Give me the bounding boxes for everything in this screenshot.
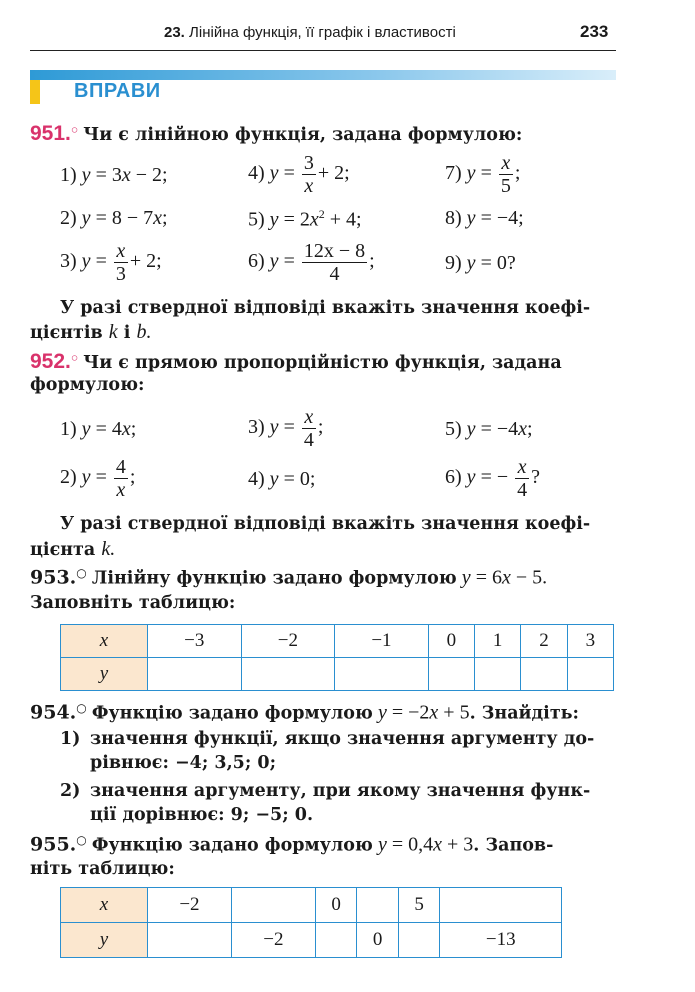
- exercise-954-text: Функцію задано формулою: [91, 703, 373, 724]
- exercise-953-text: Лінійну функцію задано формулою: [91, 568, 457, 589]
- exercise-955-text: Функцію задано формулою: [91, 835, 373, 856]
- ex952-option-2: 2) y = $\frac{4}{x}$ ;: [60, 456, 136, 501]
- ex955-formula: y = 0,4x + 3: [377, 833, 474, 856]
- ex951-option-4: 4) y = $\frac{3}{x}$ + 2;: [248, 152, 350, 197]
- ex952-option-5: 5) y = −4x;: [445, 418, 533, 440]
- table-cell: 1: [475, 625, 521, 658]
- ex954-item-1-line1: значення функції, якщо значення аргументу до-: [90, 729, 595, 749]
- exercise-954-number: 954.: [30, 701, 77, 724]
- page-number: 233: [580, 22, 609, 41]
- exercise-952-text: Чи є прямою пропорційністю функція, задана: [83, 353, 562, 373]
- table-cell: 0: [315, 888, 357, 923]
- ex951-option-1: 1) y = 3x − 2;: [60, 164, 168, 186]
- running-header: [164, 24, 456, 41]
- ex954-item-2-line2: ції дорівнює: 9; −5; 0.: [90, 805, 314, 825]
- ex954-formula: y = −2x + 5: [377, 701, 470, 724]
- table-cell: [315, 923, 357, 958]
- exercise-955-text-2: ніть таблицю:: [30, 859, 175, 879]
- ex953-formula: y = 6x − 5.: [461, 566, 548, 589]
- table-cell-y-label: y: [61, 658, 148, 691]
- table-cell: 0: [357, 923, 399, 958]
- ex954-item-1-number: 1): [60, 729, 81, 749]
- table-cell: −3: [148, 625, 242, 658]
- ex951-option-2: 2) y = 8 − 7x;: [60, 207, 168, 229]
- table-cell: [231, 888, 315, 923]
- ex952-note-line2: цієнта k.: [30, 538, 116, 560]
- ex952-option-3: 3) y = $\frac{x}{4}$ ;: [248, 406, 324, 451]
- table-cell: 2: [521, 625, 567, 658]
- ex952-note-line1: У разі ствердної відповіді вкажіть значення коефі-: [60, 514, 591, 534]
- chapter-number: 23.: [164, 24, 185, 41]
- ex955-table: [60, 887, 562, 958]
- exercise-952-heading: 952.○ Чи є прямою пропорційністю функція, задана: [30, 350, 562, 373]
- section-title: ВПРАВИ: [74, 80, 161, 102]
- ex951-option-5: 5) $y = 2x^2 + 4$;: [248, 207, 362, 231]
- table-cell: [440, 888, 562, 923]
- table-cell: [241, 658, 335, 691]
- ex954-item-2-number: 2): [60, 781, 81, 801]
- table-cell: [148, 923, 232, 958]
- ex951-option-9: 9) y = 0?: [445, 252, 516, 274]
- exercise-951-text: Чи є лінійною функція, задана формулою:: [83, 125, 523, 145]
- ex954-item-1-line2: рівнює: −4; 3,5; 0;: [90, 753, 277, 773]
- exercise-954-heading: 954.○ Функцію задано формулою y = −2x + 5. Знайдіть:: [30, 701, 580, 724]
- exercise-951-heading: 951.○ Чи є лінійною функція, задана формулою:: [30, 122, 523, 145]
- section-band: [30, 70, 616, 80]
- exercise-951-number: 951.: [30, 122, 71, 145]
- table-row: [61, 923, 562, 958]
- exercise-953-text-2: Заповніть таблицю:: [30, 593, 236, 613]
- ex951-note-line2: цієнтів k і b.: [30, 321, 152, 343]
- table-cell: [398, 923, 440, 958]
- table-cell: −2: [241, 625, 335, 658]
- table-cell: [428, 658, 474, 691]
- table-row: [61, 888, 562, 923]
- table-cell: 3: [567, 625, 613, 658]
- exercise-952-text-2: формулою:: [30, 375, 145, 395]
- table-cell: −13: [440, 923, 562, 958]
- ex951-option-6: 6) y = $\frac{12x - 8}{4}$ ;: [248, 240, 375, 285]
- ex951-option-7: 7) y = $\frac{x}{5}$ ;: [445, 152, 521, 197]
- table-cell: [357, 888, 399, 923]
- ex952-option-4: 4) y = 0;: [248, 468, 316, 490]
- table-cell: [335, 658, 429, 691]
- exercise-953-number: 953.: [30, 566, 77, 589]
- exercise-953-heading: 953.○ Лінійну функцію задано формулою y = 6x − 5.: [30, 566, 548, 589]
- header-rule: [30, 50, 616, 51]
- exercise-952-number: 952.: [30, 350, 71, 373]
- table-cell: [148, 658, 242, 691]
- table-cell: −2: [231, 923, 315, 958]
- table-cell: [521, 658, 567, 691]
- exercise-955-heading: 955.○ Функцію задано формулою y = 0,4x + 3. Запов-: [30, 833, 554, 856]
- table-cell: −2: [148, 888, 232, 923]
- ex953-table: [60, 624, 614, 691]
- table-row: [61, 658, 614, 691]
- ex951-option-3: 3) y = $\frac{x}{3}$ + 2;: [60, 240, 162, 285]
- table-cell: 5: [398, 888, 440, 923]
- ex951-option-8: 8) y = −4;: [445, 207, 524, 229]
- table-cell: [475, 658, 521, 691]
- ex952-option-1: 1) y = 4x;: [60, 418, 137, 440]
- table-cell-x-label: x: [61, 888, 148, 923]
- table-cell: −1: [335, 625, 429, 658]
- table-cell-x-label: x: [61, 625, 148, 658]
- table-cell-y-label: y: [61, 923, 148, 958]
- ex954-item-2-line1: значення аргументу, при якому значення функ-: [90, 781, 591, 801]
- table-cell: [567, 658, 613, 691]
- exercise-955-number: 955.: [30, 833, 77, 856]
- chapter-title: Лінійна функція, її графік і властивості: [189, 24, 456, 41]
- table-cell: 0: [428, 625, 474, 658]
- table-row: [61, 625, 614, 658]
- ex952-option-6: 6) y = − $\frac{x}{4}$ ?: [445, 456, 541, 501]
- ex951-note-line1: У разі ствердної відповіді вкажіть значення коефі-: [60, 298, 591, 318]
